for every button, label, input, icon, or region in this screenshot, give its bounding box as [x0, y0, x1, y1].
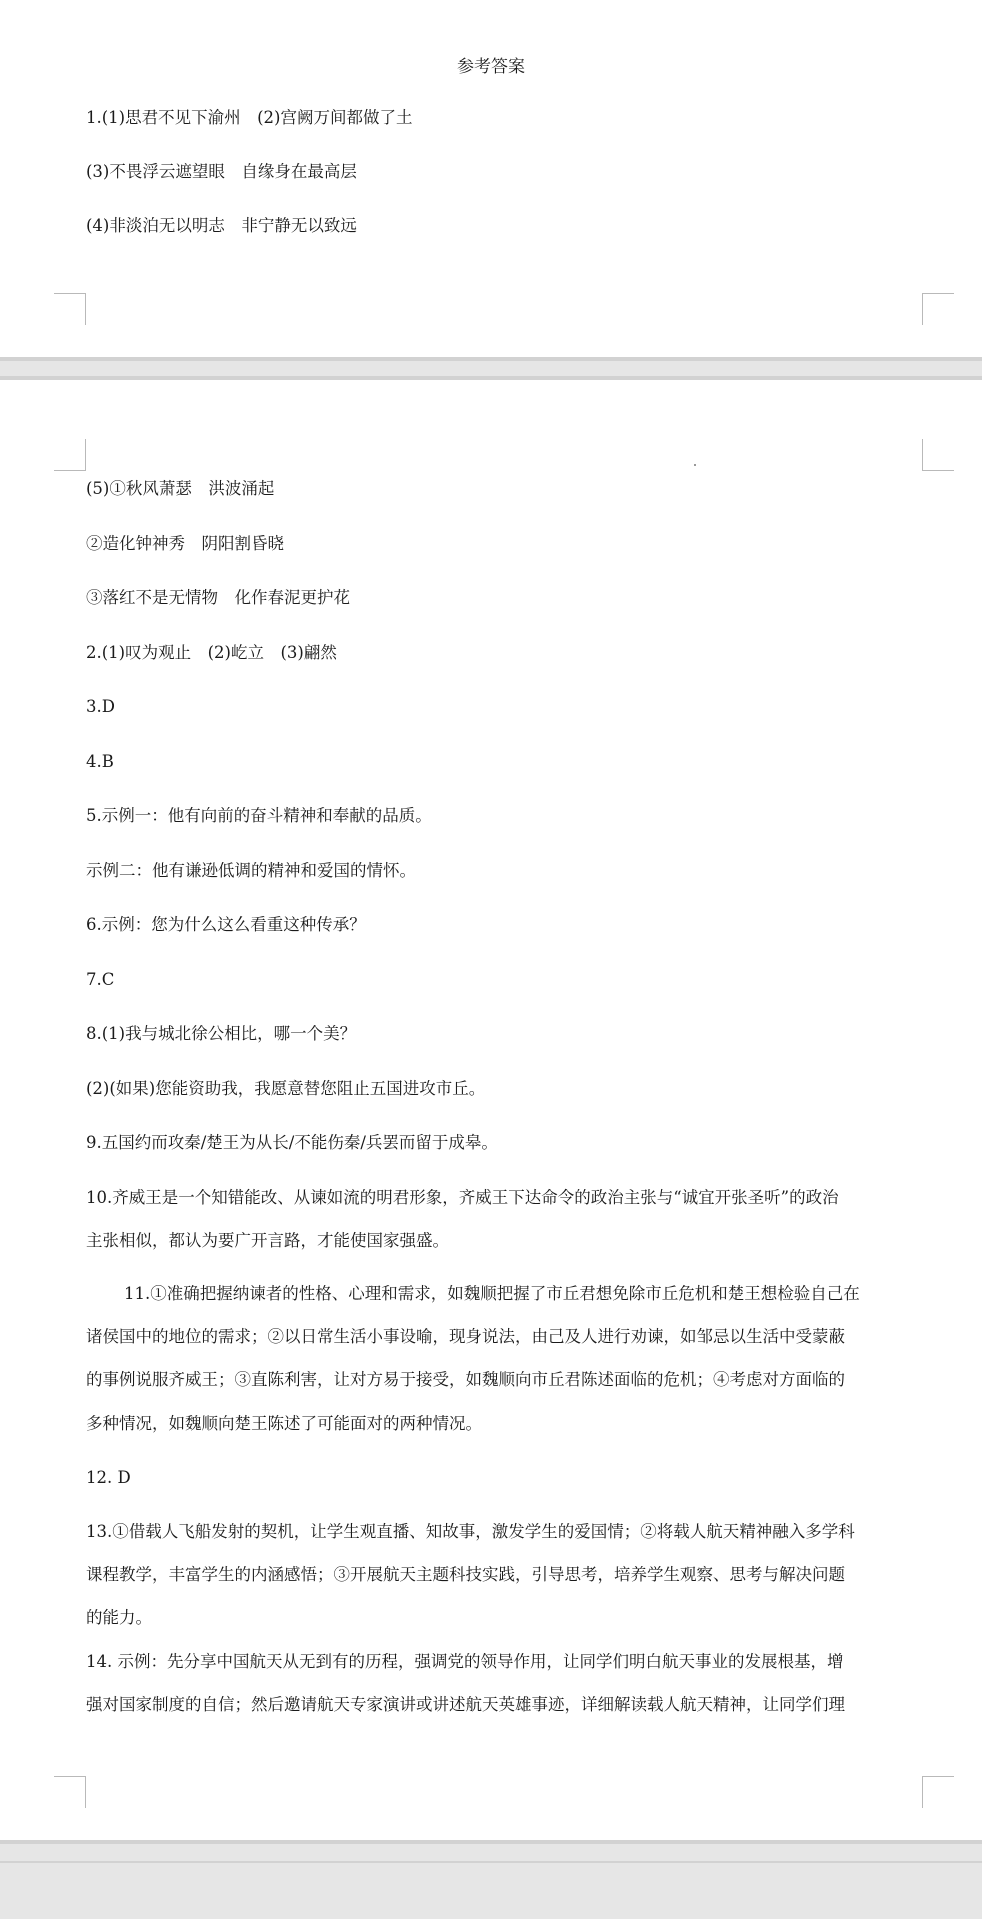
page-separator	[0, 357, 982, 380]
answer-line: 3.D	[86, 697, 115, 716]
answer-line: (5)①秋风萧瑟 洪波涌起	[86, 479, 275, 498]
document-page-1	[0, 0, 982, 357]
page-corner-mark	[54, 439, 86, 471]
answer-line: 13.①借载人飞船发射的契机，让学生观直播、知故事，激发学生的爱国情；②将载人航天精神融入多学科	[86, 1522, 855, 1541]
answer-line: 4.B	[86, 752, 114, 771]
answer-line: 多种情况，如魏顺向楚王陈述了可能面对的两种情况。	[86, 1414, 482, 1433]
answer-line: 9.五国约而攻秦/楚王为从长/不能伤秦/兵罢而留于成皋。	[86, 1133, 498, 1152]
answer-line: 14. 示例：先分享中国航天从无到有的历程，强调党的领导作用，让同学们明白航天事业的发展根基，增	[86, 1652, 844, 1671]
answer-line: 6.示例：您为什么这么看重这种传承？	[86, 915, 366, 934]
answer-line: (3)不畏浮云遮望眼 自缘身在最高层	[86, 162, 357, 181]
answer-line: 11.①准确把握纳谏者的性格、心理和需求，如魏顺把握了市丘君想免除市丘危机和楚王想检验自己在	[124, 1284, 860, 1303]
page-corner-mark	[922, 439, 954, 471]
page-corner-mark	[922, 293, 954, 325]
answer-line: 的事例说服齐威王；③直陈利害，让对方易于接受，如魏顺向市丘君陈述面临的危机；④考虑对方面临的	[86, 1370, 845, 1389]
answer-line: 强对国家制度的自信；然后邀请航天专家演讲或讲述航天英雄事迹，详细解读载人航天精神，让同学们理	[86, 1695, 845, 1714]
answer-line: 8.(1)我与城北徐公相比，哪一个美？	[86, 1024, 357, 1043]
answer-line: 示例二：他有谦逊低调的精神和爱国的情怀。	[86, 861, 416, 880]
answer-line: 的能力。	[86, 1608, 152, 1627]
stray-mark	[694, 464, 696, 466]
page-separator	[0, 1840, 982, 1919]
page-corner-mark	[54, 293, 86, 325]
document-page-2	[0, 380, 982, 1840]
answer-line: (2)(如果)您能资助我，我愿意替您阻止五国进攻市丘。	[86, 1079, 486, 1098]
answer-line: (4)非淡泊无以明志 非宁静无以致远	[86, 216, 357, 235]
answer-line: 7.C	[86, 970, 115, 989]
answer-line: ③落红不是无情物 化作春泥更护花	[86, 588, 350, 607]
answer-line: ②造化钟神秀 阴阳割昏晓	[86, 534, 284, 553]
answer-line: 1.(1)思君不见下渝州 (2)宫阙万间都做了土	[86, 108, 413, 127]
page-corner-mark	[54, 1776, 86, 1808]
answer-line: 课程教学，丰富学生的内涵感悟；③开展航天主题科技实践，引导思考，培养学生观察、思考与解决问题	[86, 1565, 845, 1584]
answer-line: 主张相似，都认为要广开言路，才能使国家强盛。	[86, 1231, 449, 1250]
answer-line: 诸侯国中的地位的需求；②以日常生活小事设喻，现身说法，由己及人进行劝谏，如邹忌以生活中受蒙蔽	[86, 1327, 845, 1346]
answer-line: 10.齐威王是一个知错能改、从谏如流的明君形象，齐威王下达命令的政治主张与“诚宜开张圣听”的政治	[86, 1188, 839, 1207]
answer-line: 12. D	[86, 1468, 131, 1487]
page-corner-mark	[922, 1776, 954, 1808]
answer-line: 2.(1)叹为观止 (2)屹立 (3)翩然	[86, 643, 337, 662]
page-title: 参考答案	[457, 57, 525, 77]
answer-line: 5.示例一：他有向前的奋斗精神和奉献的品质。	[86, 806, 432, 825]
